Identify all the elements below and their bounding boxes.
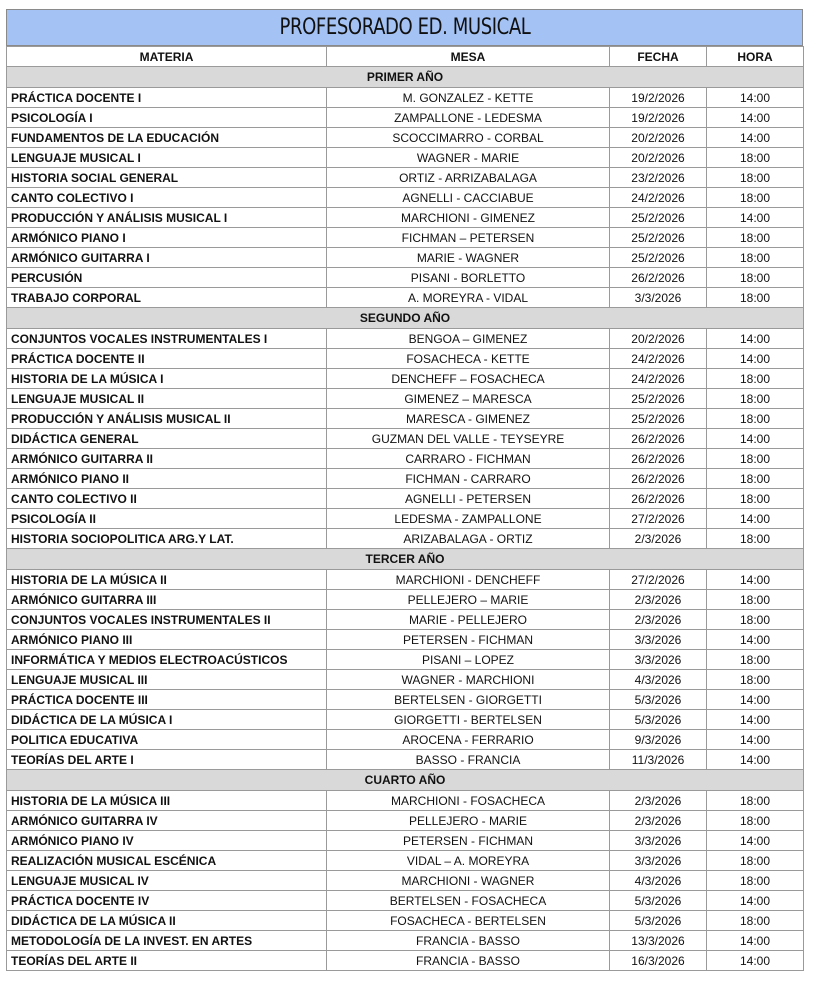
cell-fecha: 2/3/2026 <box>610 529 707 549</box>
table-row <box>7 529 804 549</box>
cell-fecha: 19/2/2026 <box>610 108 707 128</box>
cell-mesa: MARESCA - GIMENEZ <box>327 409 610 429</box>
cell-materia: LENGUAJE MUSICAL II <box>7 389 327 409</box>
section-title: CUARTO AÑO <box>7 770 804 791</box>
cell-materia: PRÁCTICA DOCENTE IV <box>7 891 327 911</box>
exam-table <box>6 46 804 971</box>
cell-materia: HISTORIA SOCIAL GENERAL <box>7 168 327 188</box>
column-header-hora: HORA <box>707 47 804 67</box>
cell-hora: 14:00 <box>707 349 804 369</box>
table-row <box>7 369 804 389</box>
cell-mesa: MARIE - WAGNER <box>327 248 610 268</box>
cell-materia: TRABAJO CORPORAL <box>7 288 327 308</box>
table-row <box>7 670 804 690</box>
cell-fecha: 3/3/2026 <box>610 851 707 871</box>
cell-mesa: FRANCIA - BASSO <box>327 951 610 971</box>
cell-mesa: A. MOREYRA - VIDAL <box>327 288 610 308</box>
table-row <box>7 730 804 750</box>
cell-hora: 18:00 <box>707 449 804 469</box>
table-row <box>7 148 804 168</box>
cell-materia: HISTORIA DE LA MÚSICA II <box>7 570 327 590</box>
cell-fecha: 26/2/2026 <box>610 489 707 509</box>
cell-hora: 18:00 <box>707 590 804 610</box>
cell-mesa: PISANI – LOPEZ <box>327 650 610 670</box>
table-row <box>7 650 804 670</box>
cell-mesa: PETERSEN - FICHMAN <box>327 630 610 650</box>
cell-hora: 14:00 <box>707 509 804 529</box>
cell-fecha: 26/2/2026 <box>610 469 707 489</box>
cell-mesa: MARCHIONI - WAGNER <box>327 871 610 891</box>
cell-materia: ARMÓNICO PIANO I <box>7 228 327 248</box>
cell-mesa: PELLEJERO – MARIE <box>327 590 610 610</box>
section-title: SEGUNDO AÑO <box>7 308 804 329</box>
cell-materia: ARMÓNICO PIANO IV <box>7 831 327 851</box>
cell-fecha: 5/3/2026 <box>610 710 707 730</box>
cell-mesa: BENGOA – GIMENEZ <box>327 329 610 349</box>
cell-materia: LENGUAJE MUSICAL III <box>7 670 327 690</box>
section-header-row <box>7 549 804 570</box>
cell-materia: ARMÓNICO GUITARRA III <box>7 590 327 610</box>
cell-mesa: MARCHIONI - GIMENEZ <box>327 208 610 228</box>
cell-fecha: 20/2/2026 <box>610 128 707 148</box>
section-header-row <box>7 67 804 88</box>
cell-mesa: ARIZABALAGA - ORTIZ <box>327 529 610 549</box>
cell-hora: 18:00 <box>707 248 804 268</box>
cell-fecha: 25/2/2026 <box>610 248 707 268</box>
cell-fecha: 25/2/2026 <box>610 409 707 429</box>
table-body <box>7 67 804 971</box>
cell-hora: 14:00 <box>707 931 804 951</box>
cell-mesa: ORTIZ - ARRIZABALAGA <box>327 168 610 188</box>
table-row <box>7 268 804 288</box>
cell-hora: 18:00 <box>707 529 804 549</box>
cell-materia: INFORMÁTICA Y MEDIOS ELECTROACÚSTICOS <box>7 650 327 670</box>
cell-mesa: BASSO - FRANCIA <box>327 750 610 770</box>
cell-hora: 18:00 <box>707 811 804 831</box>
cell-materia: PRÁCTICA DOCENTE I <box>7 88 327 108</box>
cell-materia: CANTO COLECTIVO II <box>7 489 327 509</box>
cell-hora: 14:00 <box>707 429 804 449</box>
cell-materia: ARMÓNICO GUITARRA IV <box>7 811 327 831</box>
table-row <box>7 851 804 871</box>
cell-materia: PRÁCTICA DOCENTE II <box>7 349 327 369</box>
cell-fecha: 25/2/2026 <box>610 208 707 228</box>
cell-hora: 18:00 <box>707 670 804 690</box>
table-row <box>7 509 804 529</box>
cell-fecha: 2/3/2026 <box>610 610 707 630</box>
cell-hora: 14:00 <box>707 891 804 911</box>
cell-hora: 18:00 <box>707 911 804 931</box>
table-row <box>7 710 804 730</box>
cell-materia: DIDÁCTICA DE LA MÚSICA I <box>7 710 327 730</box>
cell-materia: POLITICA EDUCATIVA <box>7 730 327 750</box>
cell-mesa: BERTELSEN - GIORGETTI <box>327 690 610 710</box>
cell-hora: 18:00 <box>707 409 804 429</box>
cell-mesa: MARIE - PELLEJERO <box>327 610 610 630</box>
table-row <box>7 228 804 248</box>
cell-mesa: PISANI - BORLETTO <box>327 268 610 288</box>
cell-hora: 18:00 <box>707 851 804 871</box>
cell-materia: LENGUAJE MUSICAL I <box>7 148 327 168</box>
cell-mesa: CARRARO - FICHMAN <box>327 449 610 469</box>
cell-materia: HISTORIA DE LA MÚSICA III <box>7 791 327 811</box>
table-row <box>7 349 804 369</box>
table-row <box>7 891 804 911</box>
cell-fecha: 3/3/2026 <box>610 630 707 650</box>
table-row <box>7 469 804 489</box>
table-row <box>7 690 804 710</box>
cell-materia: TEORÍAS DEL ARTE II <box>7 951 327 971</box>
cell-materia: ARMÓNICO GUITARRA I <box>7 248 327 268</box>
cell-hora: 18:00 <box>707 489 804 509</box>
cell-mesa: WAGNER - MARCHIONI <box>327 670 610 690</box>
cell-materia: CANTO COLECTIVO I <box>7 188 327 208</box>
cell-hora: 14:00 <box>707 730 804 750</box>
cell-fecha: 24/2/2026 <box>610 188 707 208</box>
cell-fecha: 26/2/2026 <box>610 268 707 288</box>
cell-mesa: PELLEJERO - MARIE <box>327 811 610 831</box>
cell-materia: PRÁCTICA DOCENTE III <box>7 690 327 710</box>
table-header <box>7 47 804 67</box>
cell-fecha: 13/3/2026 <box>610 931 707 951</box>
table-row <box>7 791 804 811</box>
cell-fecha: 24/2/2026 <box>610 349 707 369</box>
cell-hora: 14:00 <box>707 710 804 730</box>
table-row <box>7 108 804 128</box>
cell-fecha: 5/3/2026 <box>610 911 707 931</box>
table-row <box>7 208 804 228</box>
cell-materia: CONJUNTOS VOCALES INSTRUMENTALES II <box>7 610 327 630</box>
cell-hora: 18:00 <box>707 288 804 308</box>
cell-hora: 18:00 <box>707 469 804 489</box>
cell-fecha: 25/2/2026 <box>610 228 707 248</box>
cell-mesa: GIMENEZ – MARESCA <box>327 389 610 409</box>
table-row <box>7 288 804 308</box>
cell-fecha: 23/2/2026 <box>610 168 707 188</box>
cell-fecha: 2/3/2026 <box>610 590 707 610</box>
cell-mesa: FOSACHECA - KETTE <box>327 349 610 369</box>
cell-hora: 14:00 <box>707 329 804 349</box>
cell-mesa: GUZMAN DEL VALLE - TEYSEYRE <box>327 429 610 449</box>
section-title: TERCER AÑO <box>7 549 804 570</box>
cell-fecha: 26/2/2026 <box>610 449 707 469</box>
cell-materia: HISTORIA SOCIOPOLITICA ARG.Y LAT. <box>7 529 327 549</box>
section-header-row <box>7 770 804 791</box>
section-header-row <box>7 308 804 329</box>
cell-hora: 14:00 <box>707 128 804 148</box>
table-row <box>7 188 804 208</box>
cell-fecha: 20/2/2026 <box>610 329 707 349</box>
cell-hora: 18:00 <box>707 871 804 891</box>
cell-materia: ARMÓNICO GUITARRA II <box>7 449 327 469</box>
cell-materia: LENGUAJE MUSICAL IV <box>7 871 327 891</box>
cell-materia: CONJUNTOS VOCALES INSTRUMENTALES I <box>7 329 327 349</box>
table-row <box>7 590 804 610</box>
cell-materia: PSICOLOGÍA I <box>7 108 327 128</box>
cell-mesa: FOSACHECA - BERTELSEN <box>327 911 610 931</box>
cell-mesa: DENCHEFF – FOSACHECA <box>327 369 610 389</box>
table-row <box>7 630 804 650</box>
cell-mesa: FICHMAN - CARRARO <box>327 469 610 489</box>
cell-mesa: PETERSEN - FICHMAN <box>327 831 610 851</box>
cell-mesa: AGNELLI - PETERSEN <box>327 489 610 509</box>
cell-hora: 14:00 <box>707 630 804 650</box>
cell-fecha: 19/2/2026 <box>610 88 707 108</box>
table-row <box>7 750 804 770</box>
cell-fecha: 5/3/2026 <box>610 690 707 710</box>
cell-hora: 14:00 <box>707 88 804 108</box>
table-row <box>7 931 804 951</box>
table-row <box>7 489 804 509</box>
cell-materia: PERCUSIÓN <box>7 268 327 288</box>
exam-schedule-sheet <box>6 9 803 971</box>
cell-materia: ARMÓNICO PIANO III <box>7 630 327 650</box>
cell-materia: HISTORIA DE LA MÚSICA I <box>7 369 327 389</box>
cell-fecha: 3/3/2026 <box>610 831 707 851</box>
cell-mesa: GIORGETTI - BERTELSEN <box>327 710 610 730</box>
cell-hora: 18:00 <box>707 188 804 208</box>
cell-materia: PRODUCCIÓN Y ANÁLISIS MUSICAL I <box>7 208 327 228</box>
table-row <box>7 88 804 108</box>
cell-materia: ARMÓNICO PIANO II <box>7 469 327 489</box>
cell-materia: METODOLOGÍA DE LA INVEST. EN ARTES <box>7 931 327 951</box>
cell-fecha: 5/3/2026 <box>610 891 707 911</box>
cell-hora: 14:00 <box>707 108 804 128</box>
cell-mesa: WAGNER - MARIE <box>327 148 610 168</box>
section-title: PRIMER AÑO <box>7 67 804 88</box>
cell-fecha: 11/3/2026 <box>610 750 707 770</box>
cell-mesa: MARCHIONI - DENCHEFF <box>327 570 610 590</box>
cell-fecha: 20/2/2026 <box>610 148 707 168</box>
cell-mesa: ZAMPALLONE - LEDESMA <box>327 108 610 128</box>
cell-fecha: 26/2/2026 <box>610 429 707 449</box>
table-row <box>7 389 804 409</box>
cell-hora: 18:00 <box>707 389 804 409</box>
table-row <box>7 831 804 851</box>
cell-hora: 18:00 <box>707 148 804 168</box>
cell-fecha: 27/2/2026 <box>610 509 707 529</box>
cell-hora: 14:00 <box>707 951 804 971</box>
cell-mesa: FRANCIA - BASSO <box>327 931 610 951</box>
cell-materia: TEORÍAS DEL ARTE I <box>7 750 327 770</box>
cell-fecha: 2/3/2026 <box>610 811 707 831</box>
table-row <box>7 610 804 630</box>
column-header-fecha: FECHA <box>610 47 707 67</box>
table-row <box>7 570 804 590</box>
cell-fecha: 9/3/2026 <box>610 730 707 750</box>
cell-hora: 18:00 <box>707 791 804 811</box>
cell-mesa: FICHMAN – PETERSEN <box>327 228 610 248</box>
cell-fecha: 3/3/2026 <box>610 650 707 670</box>
cell-materia: FUNDAMENTOS DE LA EDUCACIÓN <box>7 128 327 148</box>
cell-hora: 14:00 <box>707 750 804 770</box>
table-row <box>7 329 804 349</box>
table-row <box>7 811 804 831</box>
cell-fecha: 2/3/2026 <box>610 791 707 811</box>
cell-materia: REALIZACIÓN MUSICAL ESCÉNICA <box>7 851 327 871</box>
cell-fecha: 16/3/2026 <box>610 951 707 971</box>
cell-hora: 18:00 <box>707 168 804 188</box>
table-row <box>7 871 804 891</box>
table-row <box>7 951 804 971</box>
table-row <box>7 449 804 469</box>
cell-hora: 18:00 <box>707 268 804 288</box>
cell-hora: 18:00 <box>707 228 804 248</box>
cell-hora: 18:00 <box>707 369 804 389</box>
cell-fecha: 4/3/2026 <box>610 670 707 690</box>
column-header-mesa: MESA <box>327 47 610 67</box>
table-row <box>7 248 804 268</box>
cell-hora: 14:00 <box>707 208 804 228</box>
cell-mesa: AGNELLI - CACCIABUE <box>327 188 610 208</box>
cell-hora: 14:00 <box>707 690 804 710</box>
column-header-materia: MATERIA <box>7 47 327 67</box>
cell-hora: 18:00 <box>707 650 804 670</box>
cell-materia: DIDÁCTICA GENERAL <box>7 429 327 449</box>
cell-mesa: M. GONZALEZ - KETTE <box>327 88 610 108</box>
cell-materia: PSICOLOGÍA II <box>7 509 327 529</box>
cell-fecha: 27/2/2026 <box>610 570 707 590</box>
cell-mesa: SCOCCIMARRO - CORBAL <box>327 128 610 148</box>
cell-materia: DIDÁCTICA DE LA MÚSICA II <box>7 911 327 931</box>
cell-mesa: MARCHIONI - FOSACHECA <box>327 791 610 811</box>
page-title: PROFESORADO ED. MUSICAL <box>6 9 803 46</box>
cell-hora: 14:00 <box>707 570 804 590</box>
cell-hora: 18:00 <box>707 610 804 630</box>
cell-mesa: VIDAL – A. MOREYRA <box>327 851 610 871</box>
cell-mesa: BERTELSEN - FOSACHECA <box>327 891 610 911</box>
table-row <box>7 168 804 188</box>
table-row <box>7 911 804 931</box>
table-row <box>7 409 804 429</box>
table-row <box>7 429 804 449</box>
cell-mesa: LEDESMA - ZAMPALLONE <box>327 509 610 529</box>
cell-hora: 14:00 <box>707 831 804 851</box>
cell-mesa: AROCENA - FERRARIO <box>327 730 610 750</box>
cell-fecha: 4/3/2026 <box>610 871 707 891</box>
cell-fecha: 3/3/2026 <box>610 288 707 308</box>
table-row <box>7 128 804 148</box>
cell-materia: PRODUCCIÓN Y ANÁLISIS MUSICAL II <box>7 409 327 429</box>
cell-fecha: 24/2/2026 <box>610 369 707 389</box>
cell-fecha: 25/2/2026 <box>610 389 707 409</box>
